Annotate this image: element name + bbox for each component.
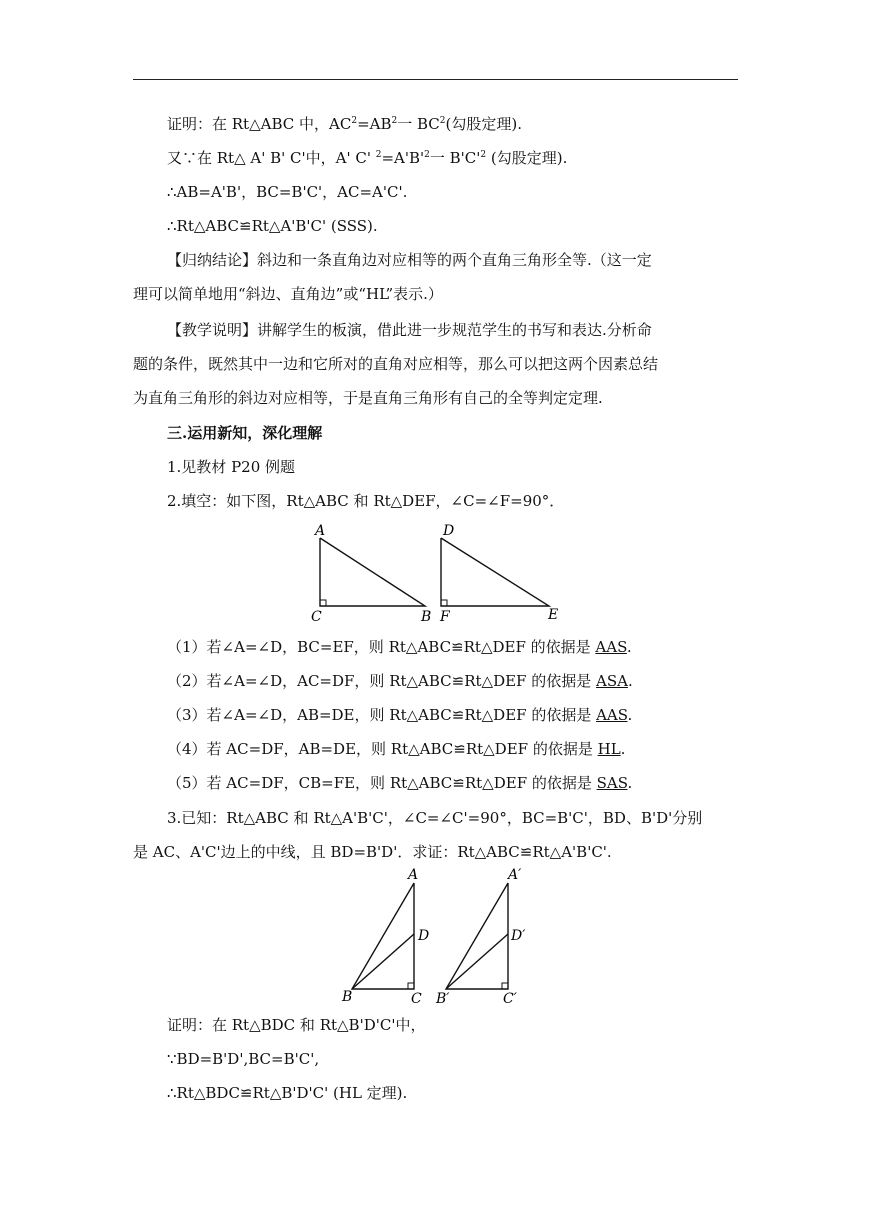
label-F: F bbox=[440, 609, 450, 625]
fill-item-5: （5）若 AC=DF，CB=FE，则 Rt△ABC≌Rt△DEF 的依据是 SAS. bbox=[167, 774, 633, 792]
label-B: B bbox=[421, 609, 432, 625]
fill-item-1: （1）若∠A=∠D，BC=EF，则 Rt△ABC≌Rt△DEF 的依据是 AAS. bbox=[167, 638, 632, 656]
label-D-prime: D′ bbox=[511, 928, 526, 944]
label-A: A bbox=[315, 523, 326, 539]
proof1-line-2: 又∵在 Rt△ A' B' C'中，A' C' $^2=A'B'^2$一 $B'C'^2$ (勾股定理). bbox=[167, 149, 568, 167]
problem3-line-2: 是 AC、A'C'边上的中线，且 BD=B'D'．求证：Rt△ABC≌Rt△A'B'C'. bbox=[133, 843, 612, 861]
label-D-fig2: D bbox=[418, 928, 430, 944]
proof2-line-2: ∵BD=B'D',BC=B'C', bbox=[167, 1050, 320, 1068]
proof1-line-3: ∴AB=A'B'，BC=B'C'，AC=A'C'. bbox=[167, 183, 408, 201]
proof2-line-1: 证明：在 Rt△BDC 和 Rt△B'D'C'中， bbox=[167, 1016, 426, 1034]
answer-2: ASA bbox=[596, 672, 628, 690]
median-bd bbox=[352, 934, 414, 989]
right-angle-mark-c2 bbox=[502, 983, 508, 989]
label-C: C bbox=[311, 609, 322, 625]
summary-line-2: 理可以简单地用“斜边、直角边”或“HL”表示.） bbox=[133, 285, 443, 303]
answer-1: AAS bbox=[595, 638, 627, 656]
label-C-fig2: C bbox=[411, 991, 422, 1007]
label-B-fig2: B bbox=[342, 989, 353, 1005]
proof1-line-4: ∴Rt△ABC≌Rt△A'B'C' (SSS). bbox=[167, 217, 378, 235]
teaching-line-3: 为直角三角形的斜边对应相等，于是直角三角形有自己的全等判定定理. bbox=[133, 389, 603, 407]
proof2-line-3: ∴Rt△BDC≌Rt△B'D'C' (HL 定理). bbox=[167, 1084, 408, 1102]
label-A-fig2: A bbox=[408, 867, 419, 883]
answer-4: HL bbox=[597, 740, 621, 758]
answer-3: AAS bbox=[596, 706, 628, 724]
proof1-line-1: 证明：在 Rt△ABC 中，$AC^2=AB^2$一 $BC^2$(勾股定理). bbox=[167, 115, 522, 133]
section3-item1: 1.见教材 P20 例题 bbox=[167, 458, 296, 476]
triangle-abc-2 bbox=[352, 883, 414, 989]
problem3-line-1: 3.已知：Rt△ABC 和 Rt△A'B'C'，∠C=∠C'=90°，BC=B'C'，BD、B'D'分别 bbox=[167, 809, 703, 827]
section3-heading: 三.运用新知，深化理解 bbox=[167, 424, 323, 442]
label-B-prime: B′ bbox=[436, 991, 450, 1007]
triangle-a2b2c2 bbox=[446, 883, 508, 989]
label-D: D bbox=[443, 523, 455, 539]
label-E: E bbox=[548, 607, 559, 623]
label-C-prime: C′ bbox=[503, 991, 517, 1007]
fill-item-4: （4）若 AC=DF，AB=DE，则 Rt△ABC≌Rt△DEF 的依据是 HL. bbox=[167, 740, 626, 758]
teaching-line-2: 题的条件，既然其中一边和它所对的直角对应相等，那么可以把这两个因素总结 bbox=[133, 355, 659, 373]
answer-5: SAS bbox=[596, 774, 628, 792]
median-b2d2 bbox=[446, 934, 508, 989]
fill-item-3: （3）若∠A=∠D，AB=DE，则 Rt△ABC≌Rt△DEF 的依据是 AAS. bbox=[167, 706, 633, 724]
teaching-line-1: 【教学说明】讲解学生的板演，借此进一步规范学生的书写和表达.分析命 bbox=[167, 321, 652, 339]
label-A-prime: A′ bbox=[508, 867, 522, 883]
summary-line-1: 【归纳结论】斜边和一条直角边对应相等的两个直角三角形全等.（这一定 bbox=[167, 251, 652, 269]
section3-item2: 2.填空：如下图，Rt△ABC 和 Rt△DEF，∠C=∠F=90°． bbox=[167, 492, 565, 510]
fill-item-2: （2）若∠A=∠D，AC=DF，则 Rt△ABC≌Rt△DEF 的依据是 ASA. bbox=[167, 672, 633, 690]
right-angle-mark-c-2 bbox=[408, 983, 414, 989]
